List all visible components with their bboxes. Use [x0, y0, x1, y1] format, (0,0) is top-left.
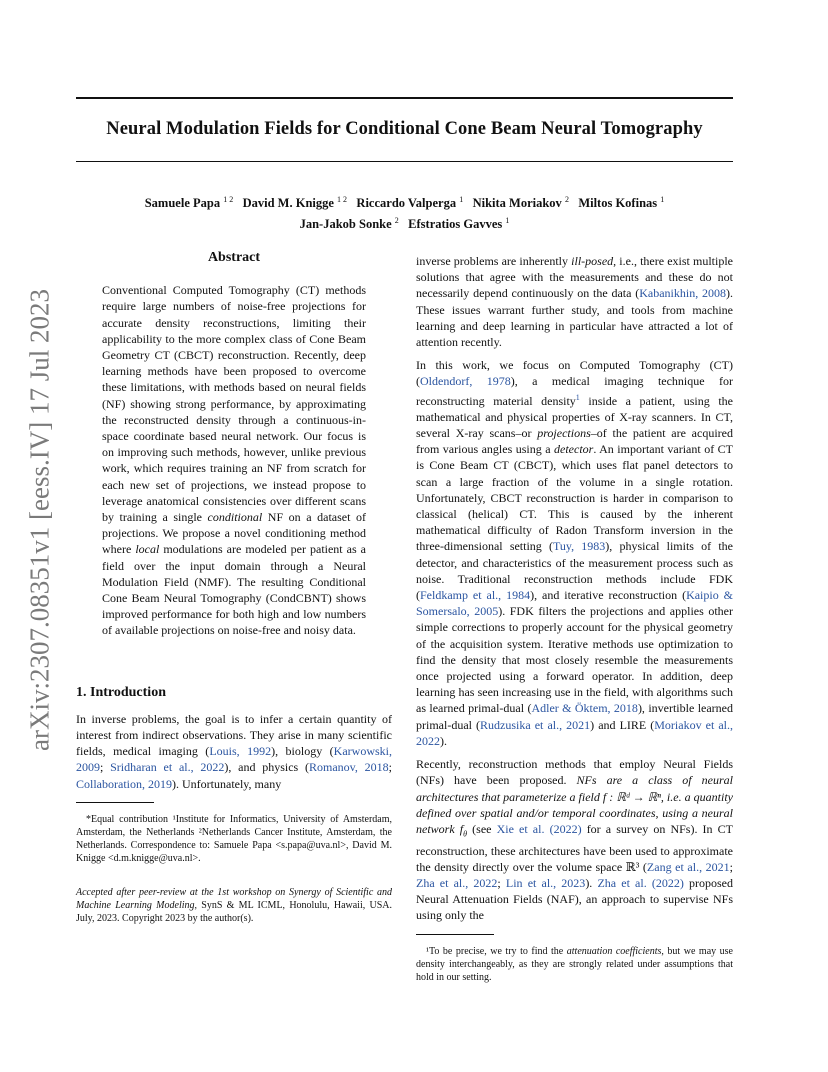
- citation-link[interactable]: Kabanikhin, 2008: [639, 286, 726, 301]
- author: Miltos Kofinas $^1$: [578, 195, 665, 210]
- citation-link[interactable]: Oldendorf, 1978: [420, 374, 511, 389]
- citation-link[interactable]: Romanov, 2018: [308, 760, 389, 775]
- affiliation-footnote: *Equal contribution ¹Institute for Informatics, University of Amsterdam, Amsterdam, the Netherlands ²Netherlands Cancer Institute, Amsterdam, the Netherlands. Correspondence to: Samuele Papa <s.papa@uva.nl>, David M. Knigge <d.m.knigge@uva.nl>.: [76, 813, 392, 864]
- citation-link[interactable]: Kaipio & Somersalo, 2005: [416, 588, 733, 619]
- body-paragraph: In this work, we focus on Computed Tomography (CT) (Oldendorf, 1978), a medical imaging technique for reconstructing material density$^1$ inside a patient, using the mathematical and physical properties of X-ray scanners. In CT, several X-ray scans–or projections–of the patient are acquired from various angles using a detector. An important variant of CT is Cone Beam CT (CBCT), which uses flat panel detectors to scan a large fraction of the volume in a single rotation. Unfortunately, CBCT reconstruction is harder in comparison to classical (helical) CT. This is caused by the inherent mathematical difficulty of Radon Transform inversion in the three-dimensional setting (Tuy, 1983), physical limits of the detector, and characteristics of the measurement process such as noise. Traditional reconstruction methods include FDK (Feldkamp et al., 1984), and iterative reconstruction (Kaipio & Somersalo, 2005). FDK filters the projections and applies other simple corrections to properly account for the physical geometry of the acquisition system. Iterative methods use optimization to find the density that most closely resemble the measurements once projected using a forward operator. In addition, deep learning has seen increasing use in the field, with algorithms such as learned primal-dual (Adler & Öktem, 2018), invertible learned primal-dual (Rudzusika et al., 2021) and LIRE (Moriakov et al., 2022).: [416, 358, 733, 748]
- abstract-heading: Abstract: [207, 250, 261, 265]
- author-line-2: [76, 212, 733, 233]
- author: David M. Knigge $^{1 2}$: [242, 195, 348, 210]
- author: Nikita Moriakov $^2$: [472, 195, 569, 210]
- paper-title: Neural Modulation Fields for Conditional Cone Beam Neural Tomography: [106, 119, 703, 139]
- citation-link[interactable]: Collaboration, 2019: [76, 776, 172, 791]
- section-heading-introduction: 1. Introduction: [76, 684, 166, 700]
- footnote-rule: [76, 802, 154, 803]
- citation-link[interactable]: Tuy, 1983: [552, 539, 606, 554]
- author-list: [76, 191, 733, 233]
- body-paragraph: Recently, reconstruction methods that employ Neural Fields (NFs) have been proposed. NFs are a class of neural architectures that parameterize a field f : ℝᵈ → ℝⁿ, i.e. a quantity defined over spatial and/or temporal coordinates, using a neural network $f_\theta$ (see Xie et al. (2022) for a survey on NFs). In CT reconstruction, these architectures have been used to approximate the density directly over the volume space ℝ³ (Zang et al., 2021; Zha et al., 2022; Lin et al., 2023). Zha et al. (2022) proposed Neural Attenuation Fields (NAF), an approach to supervise NFs using only the: [416, 757, 733, 923]
- citation-link[interactable]: Karwowski, 2009: [76, 744, 392, 775]
- citation-link[interactable]: Moriakov et al., 2022: [416, 717, 733, 748]
- citation-link[interactable]: Zha et al. (2022): [597, 875, 684, 890]
- citation-link[interactable]: Zha et al., 2022: [416, 875, 498, 890]
- density-footnote: ¹To be precise, we try to find the attenuation coefficients, but we may use density interchangeably, as they are strongly related under assumptions that hold in our setting.: [416, 945, 733, 983]
- citation-link[interactable]: Zang et al., 2021: [646, 859, 730, 874]
- arxiv-identifier[interactable]: arXiv:2307.08351v1 [eess.IV] 17 Jul 2023: [24, 289, 55, 751]
- arxiv-stamp: [24, 289, 55, 751]
- citation-link[interactable]: Xie et al. (2022): [496, 821, 582, 836]
- citation-link[interactable]: Louis, 1992: [209, 744, 272, 759]
- author: Jan-Jakob Sonke $^2$: [299, 216, 399, 231]
- citation-link[interactable]: Lin et al., 2023: [505, 875, 586, 890]
- author: Riccardo Valperga $^1$: [356, 195, 464, 210]
- footnote-rule: [416, 934, 494, 935]
- author: Samuele Papa $^{1 2}$: [144, 195, 234, 210]
- citation-link[interactable]: Rudzusika et al., 2021: [480, 717, 591, 732]
- author: Efstratios Gavves $^1$: [408, 216, 510, 231]
- intro-paragraph: In inverse problems, the goal is to infer a certain quantity of interest from indirect observations. They arise in many scientific fields, medical imaging (Louis, 1992), biology (Karwowski, 2009; Sridharan et al., 2022), and physics (Romanov, 2018; Collaboration, 2019). Unfortunately, many: [76, 711, 392, 791]
- body-paragraph: inverse problems are inherently ill-posed, i.e., there exist multiple solutions that agree with the measurements and these do not necessarily depend continuously on the data (Kabanikhin, 2008). These issues warrant further study, and tools from machine learning and deep learning in particular have attracted a lot of attention recently.: [416, 254, 733, 350]
- citation-link[interactable]: Feldkamp et al., 1984: [420, 588, 531, 603]
- abstract-body: Conventional Computed Tomography (CT) methods require large numbers of noise-free projections for accurate density reconstructions, limiting their applicability to the more complex class of Cone Beam Geometry CT (CBCT) reconstruction. Recently, deep learning methods have been proposed to overcome these limitations, with methods based on neural fields (NF) showing strong performance, by approximating the reconstructed density through a continuous-in-space coordinate based neural network. Our focus is on improving such methods, however, unlike previous work, which requires training an NF from scratch for each new set of projections, we instead propose to leverage anatomical consistencies over different scans by training a single conditional NF on a dataset of projections. We propose a novel conditioning method where local modulations are modeled per patient as a field over the input domain through a Neural Modulation Field (NMF). The resulting Conditional Cone Beam Neural Tomography (CondCBNT) shows improved performance for both high and low numbers of available projections on noise-free and noisy data.: [102, 283, 366, 638]
- author-line-1: [76, 191, 733, 212]
- citation-link[interactable]: Sridharan et al., 2022: [110, 760, 225, 775]
- title-rule-top: [76, 97, 733, 99]
- title-rule-bottom: [76, 161, 733, 162]
- left-column: [76, 250, 392, 935]
- right-column: [416, 253, 733, 994]
- citation-link[interactable]: Adler & Öktem, 2018: [531, 701, 638, 716]
- venue-note: Accepted after peer-review at the 1st workshop on Synergy of Scientific and Machine Learning Modeling, SynS & ML ICML, Honolulu, Hawaii, USA. July, 2023. Copyright 2023 by the author(s).: [76, 886, 392, 924]
- footnote-marker[interactable]: 1: [575, 392, 580, 402]
